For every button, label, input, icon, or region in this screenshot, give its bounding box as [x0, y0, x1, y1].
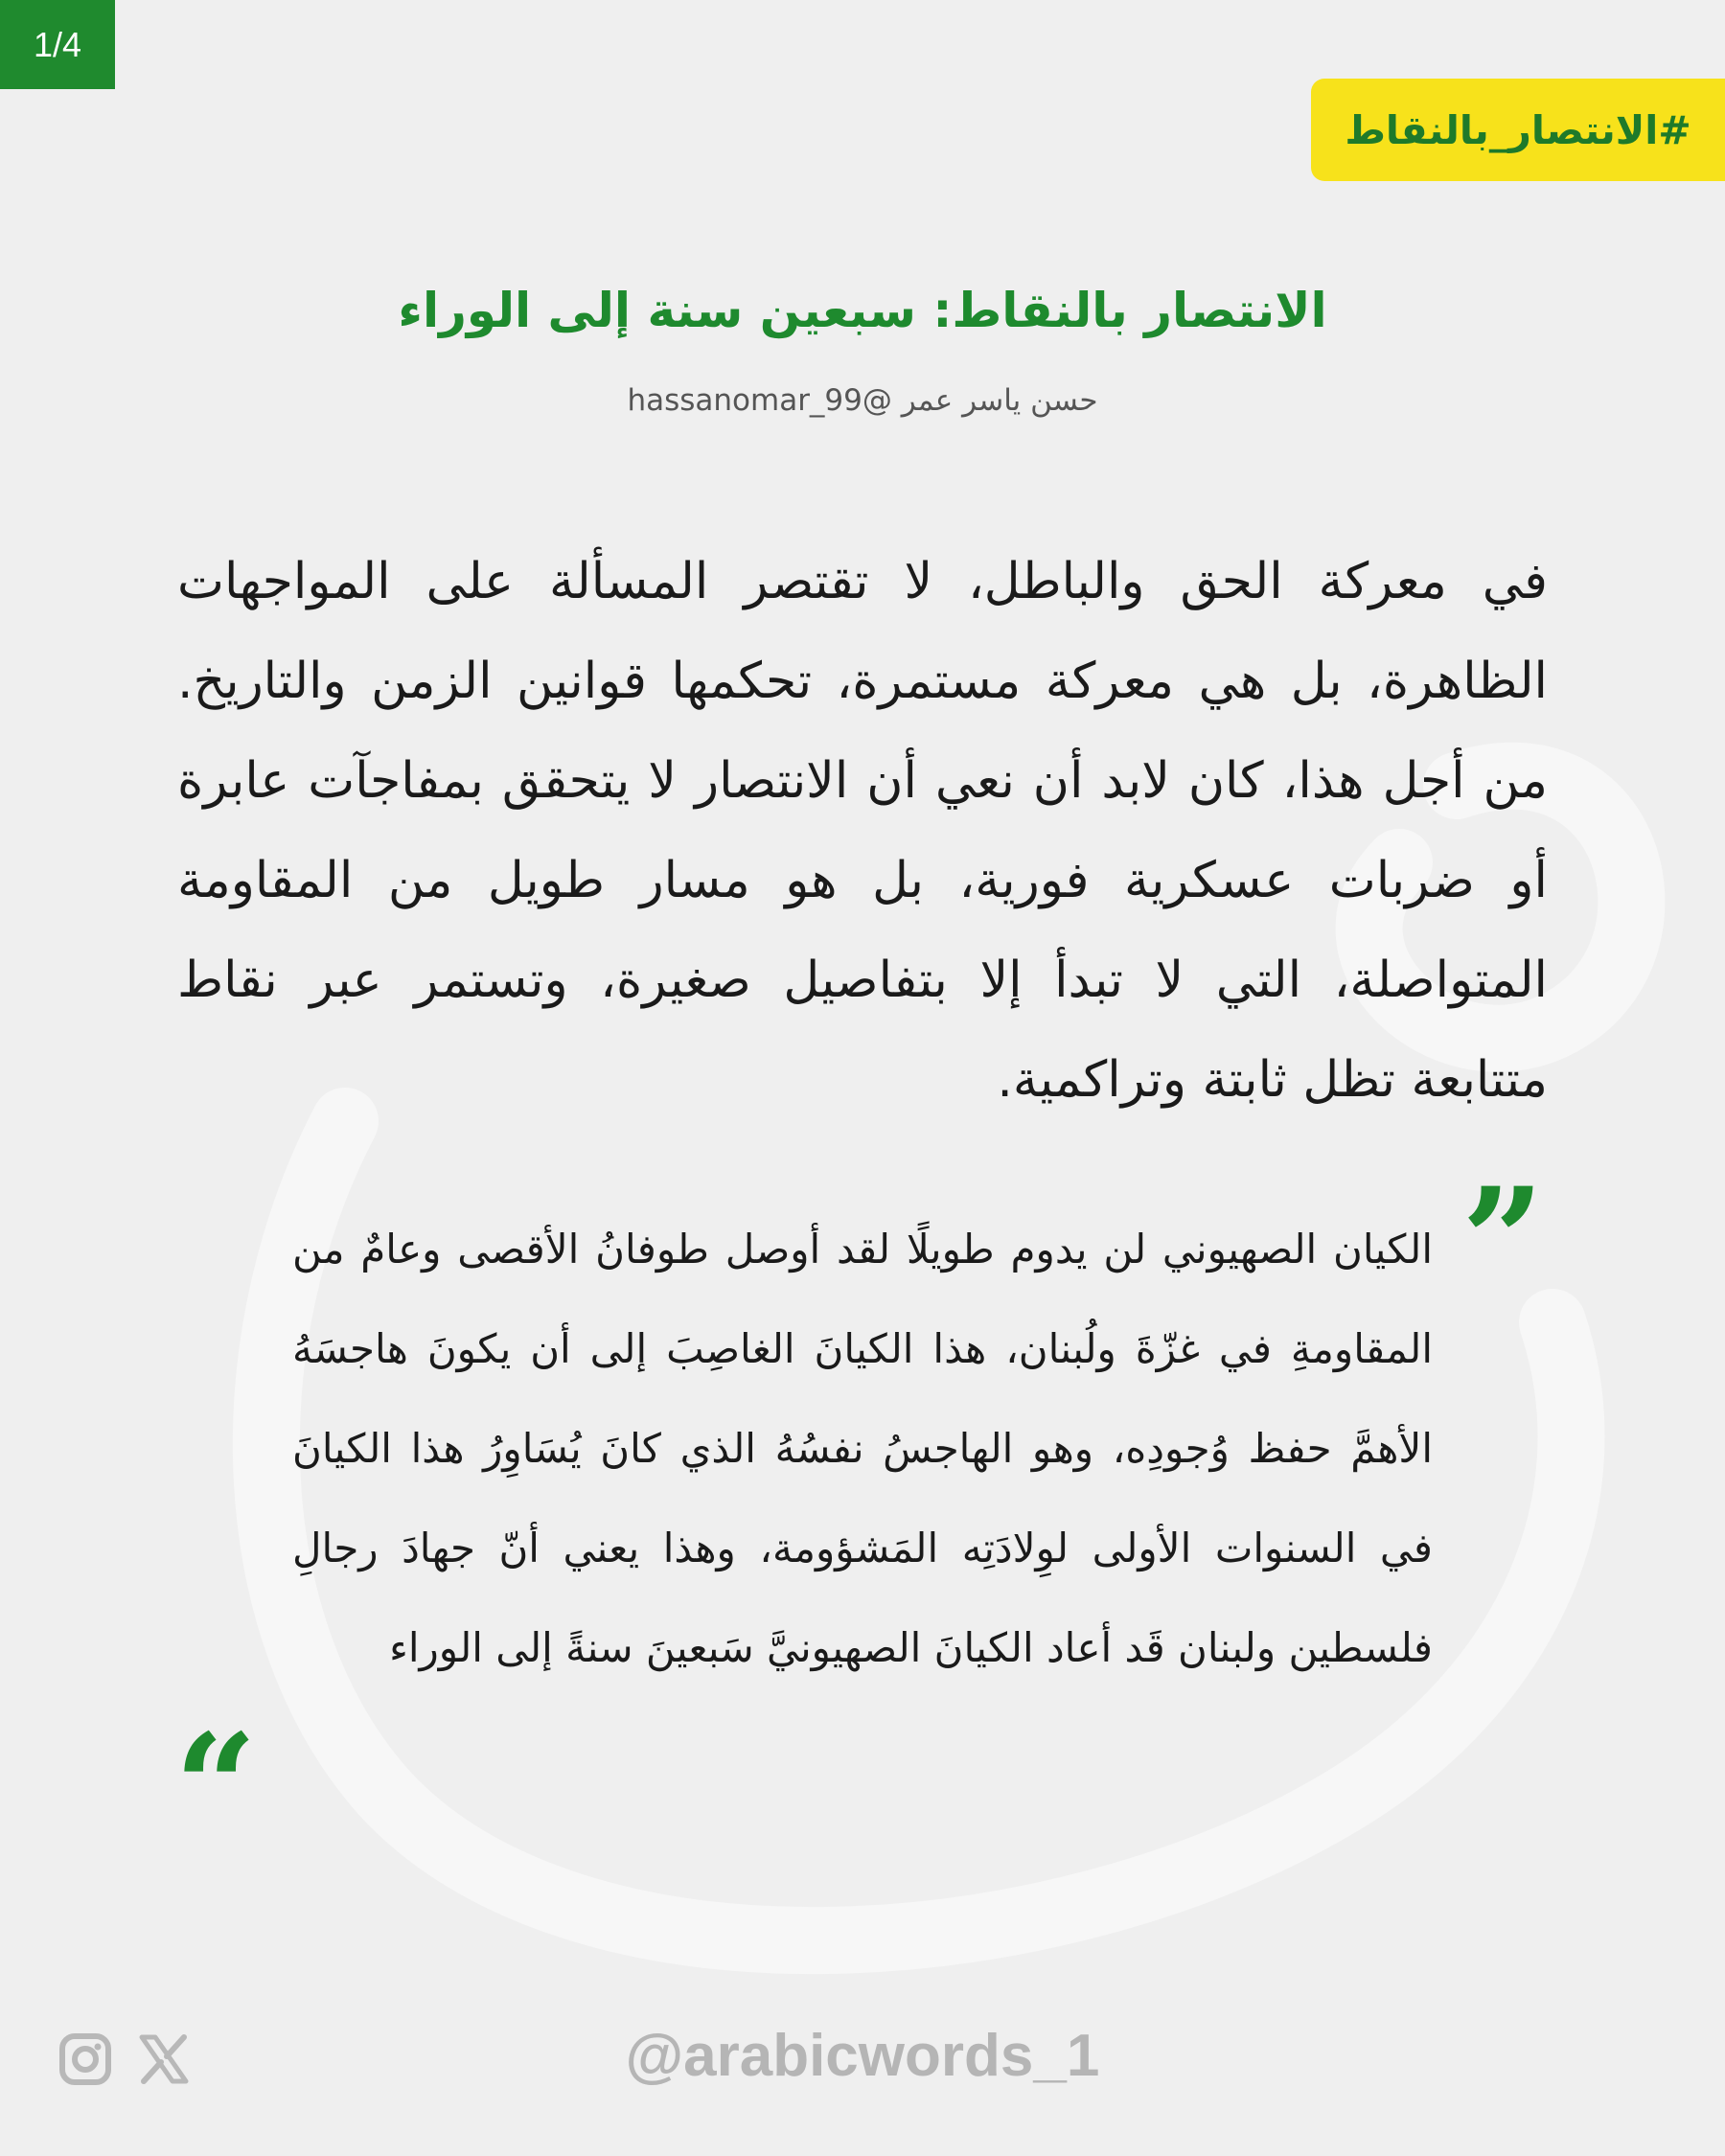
quote-text: الكيان الصهيوني لن يدوم طويلًا لقد أوصل طوفانُ الأقصى وعامٌ من المقاومةِ في غزّةَ ولُبنان، هذا الكيانَ الغاصِبَ إلى أن يكونَ هاجسَهُ الأهمَّ حفظ وُجودِه، وهو الهاجسُ نفسُهُ الذي كانَ يُسَاوِرُ هذا الكيانَ في السنوات الأولى لوِلادَتِه المَشؤومة، وهذا يعني أنّ جهادَ رجالِ فلسطين ولبنان قَد أعاد الكيانَ الصهيونيَّ سَبعينَ سنةً إلى الوراء	[292, 1226, 1433, 1671]
article-title: الانتصار بالنقاط: سبعين سنة إلى الوراء	[398, 283, 1327, 338]
hashtag-badge: #الانتصار_بالنقاط	[1311, 79, 1725, 181]
author-byline: حسن ياسر عمر @hassanomar_99	[627, 383, 1098, 418]
quote-open-icon: “	[174, 1703, 258, 1871]
quote-close-icon: ”	[1461, 1157, 1545, 1325]
article-body: في معركة الحق والباطل، لا تقتصر المسألة على المواجهات الظاهرة، بل هي معركة مستمرة، تحكمها قوانين الزمن والتاريخ. من أجل هذا، كان لابد أن نعي أن الانتصار لا يتحقق بمفاجآت عابرة أو ضربات عسكرية فورية، بل هو مسار طويل من المقاومة المتواصلة، التي لا تبدأ إلا بتفاصيل صغيرة، وتستمر عبر نقاط متتابعة تظل ثابتة وتراكمية.	[177, 553, 1548, 1109]
page-indicator: 1/4	[0, 0, 115, 89]
footer-handle: @arabicwords_1	[625, 2023, 1100, 2089]
